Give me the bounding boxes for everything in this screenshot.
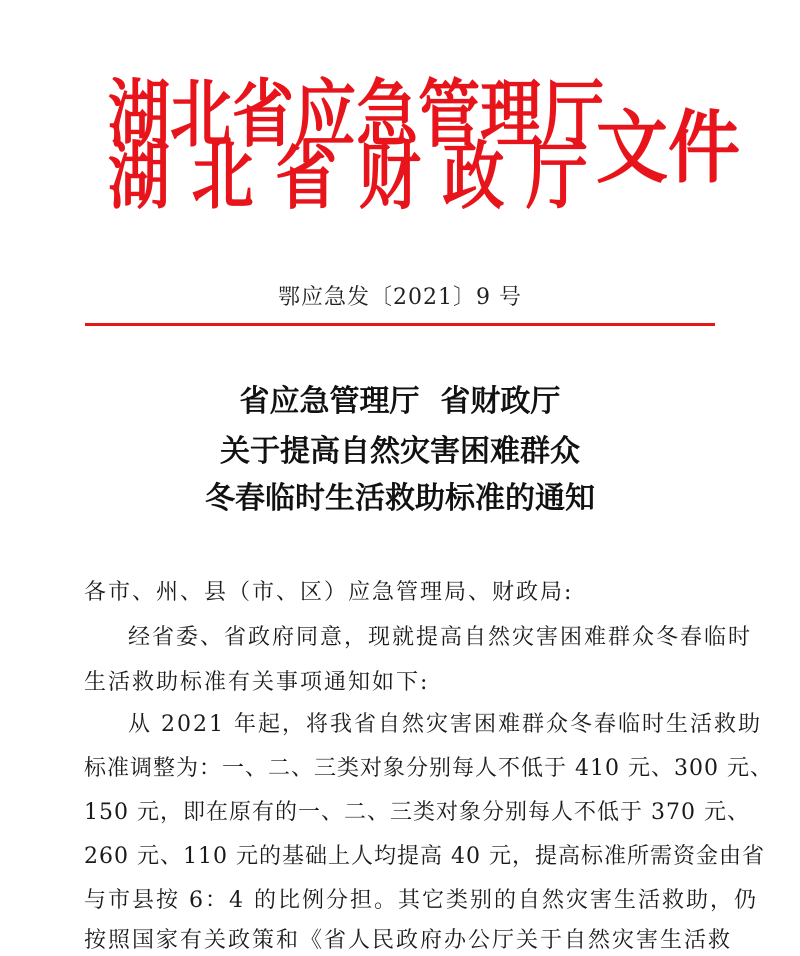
header-char: 省	[275, 132, 338, 220]
header-char: 财	[358, 132, 421, 220]
paragraph-2-line: 按照国家有关政策和《省人民政府办公厅关于自然灾害生活救	[84, 928, 733, 953]
header-char: 北	[170, 70, 233, 158]
header-char: 政	[442, 132, 505, 220]
document-suffix: 文件	[596, 101, 741, 194]
paragraph-2-line: 150 元，即在原有的一、二、三类对象分别每人不低于 370 元、	[84, 800, 750, 825]
title-line-3: 冬春临时生活救助标准的通知	[205, 481, 595, 516]
paragraph-2-line: 从 2021 年起，将我省自然灾害困难群众冬春临时生活救助	[128, 712, 762, 737]
paragraph-1-line: 经省委、省政府同意，现就提高自然灾害困难群众冬春临时	[128, 625, 753, 650]
title-line-1: 省应急管理厅 省财政厅	[239, 384, 561, 419]
header-char: 应	[294, 70, 357, 158]
header-char: 北	[191, 132, 254, 220]
paragraph-2-line: 260 元、110 元的基础上人均提高 40 元，提高标准所需资金由省	[84, 844, 765, 869]
issuer-line-finance	[108, 132, 588, 220]
addressee: 各市、州、县（市、区）应急管理局、财政局:	[84, 580, 574, 605]
paragraph-2-line: 标准调整为：一、二、三类对象分别每人不低于 410 元、300 元、	[84, 756, 773, 781]
header-char: 急	[356, 70, 419, 158]
document-number: 鄂应急发〔2021〕9 号	[278, 285, 522, 310]
header-char: 理	[480, 70, 543, 158]
header-char: 厅	[525, 132, 588, 220]
header-char: 湖	[108, 70, 171, 158]
paragraph-1-line: 生活救助标准有关事项通知如下:	[84, 670, 430, 695]
paragraph-2-line: 与市县按 6：4 的比例分担。其它类别的自然灾害生活救助，仍	[84, 888, 758, 913]
issuer-line-emergency	[108, 70, 605, 158]
header-char: 厅	[542, 70, 605, 158]
header-char: 湖	[108, 132, 171, 220]
header-char: 省	[232, 70, 295, 158]
title-line-2: 关于提高自然灾害困难群众	[220, 434, 580, 469]
red-divider	[85, 323, 715, 326]
header-char: 管	[418, 70, 481, 158]
